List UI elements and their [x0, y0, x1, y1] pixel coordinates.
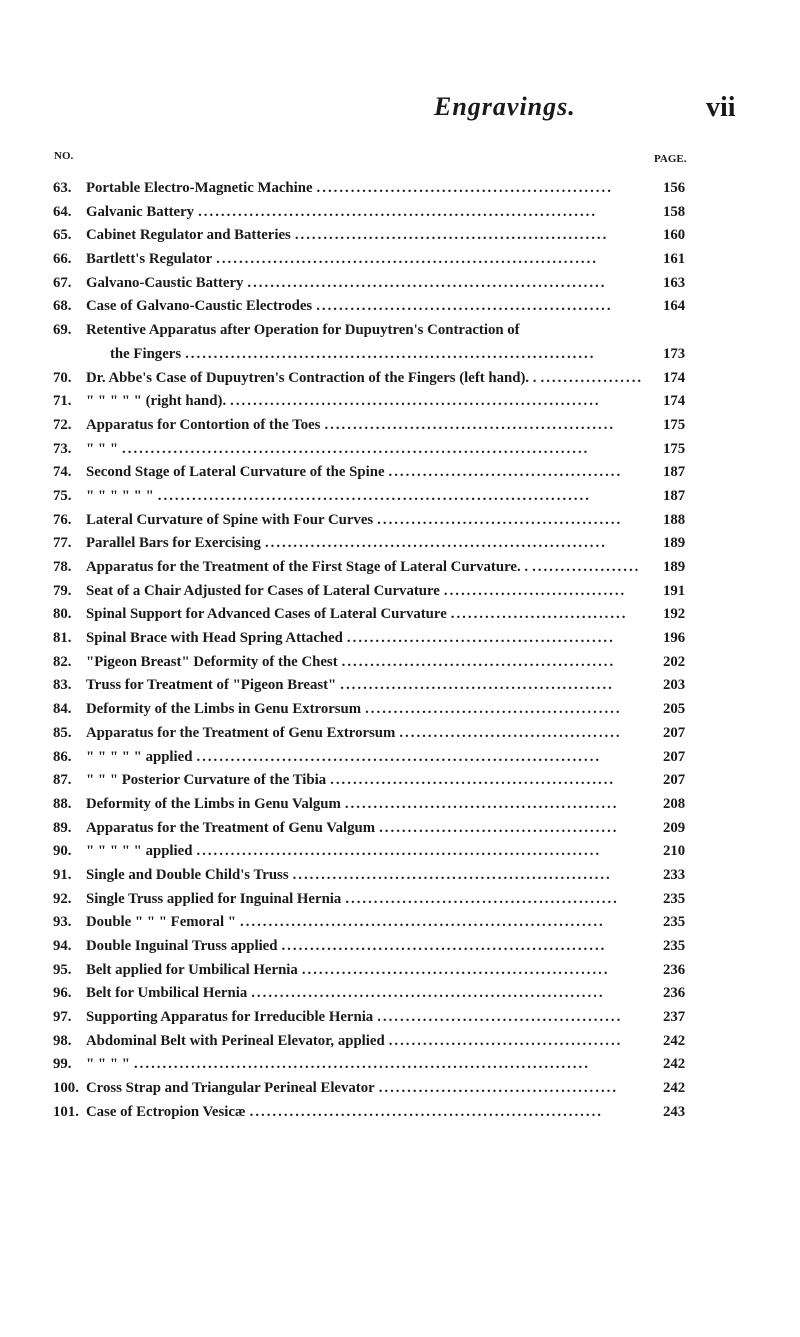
leader-dots: ....................................................: [316, 298, 613, 315]
entry-number: 93.: [53, 914, 72, 931]
column-heading-no: NO.: [54, 150, 74, 162]
entry-page: 207: [663, 748, 686, 765]
list-item: [0, 769, 800, 793]
entry-number: 89.: [53, 819, 72, 836]
entry-page: 236: [663, 985, 686, 1002]
entry-page: 233: [663, 866, 686, 883]
leader-dots: ................................................................................: [133, 1056, 590, 1073]
leader-dots: ...................................................................: [216, 251, 599, 268]
entry-page: 174: [663, 369, 686, 386]
list-item: [0, 935, 800, 959]
leader-dots: ................................................: [341, 653, 616, 670]
entry-title: Single and Double Child's Truss: [86, 866, 289, 883]
list-item: [0, 461, 800, 485]
entry-page: 242: [663, 1056, 686, 1073]
entry-page: 196: [663, 630, 686, 647]
list-item: [0, 982, 800, 1006]
list-item: [0, 438, 800, 462]
entry-number: 63.: [53, 180, 72, 196]
entry-title: Second Stage of Lateral Curvature of the Spine: [86, 464, 385, 481]
leader-dots: ..................................................: [330, 772, 616, 789]
list-item: [0, 272, 800, 296]
list-item: [0, 888, 800, 912]
entry-title: " " " " " applied: [86, 843, 193, 860]
entry-page: 237: [663, 1009, 686, 1026]
list-item: [0, 580, 800, 604]
leader-dots: .................................................................: [230, 393, 601, 410]
entry-title: Cross Strap and Triangular Perineal Elevator: [86, 1080, 375, 1097]
leader-dots: ...............................................................: [247, 274, 607, 291]
entry-title: Deformity of the Limbs in Genu Extrorsum: [86, 701, 362, 718]
entry-page: 242: [663, 1080, 686, 1097]
leader-dots: ................................................: [340, 677, 614, 694]
entry-title: Apparatus for the Treatment of Genu Extrorsum: [86, 724, 396, 741]
entry-page: 189: [663, 559, 686, 576]
entry-title: Galvano-Caustic Battery: [86, 274, 244, 291]
entry-page: 235: [663, 938, 686, 955]
list-item: [0, 911, 800, 935]
entry-page: 156: [663, 180, 686, 196]
entry-number: 78.: [53, 559, 72, 576]
entry-page: 207: [663, 724, 686, 741]
entry-number: 68.: [53, 298, 72, 315]
entry-title: " " " " " ": [86, 487, 154, 504]
leader-dots: ...........................................: [377, 1009, 623, 1026]
entry-page: 236: [663, 961, 686, 978]
entry-title: Parallel Bars for Exercising: [86, 535, 261, 552]
list-item: [0, 840, 800, 864]
entry-title: Cabinet Regulator and Batteries: [86, 227, 291, 244]
entry-number: 98.: [53, 1032, 72, 1049]
entry-title: "Pigeon Breast" Deformity of the Chest: [86, 653, 338, 670]
entry-number: 74.: [53, 464, 72, 481]
entry-page: 210: [663, 843, 686, 860]
entry-number: 77.: [53, 535, 72, 552]
leader-dots: ...........................................: [377, 511, 623, 528]
entry-page: 192: [663, 606, 686, 623]
entry-number: 90.: [53, 843, 72, 860]
leader-dots: ...................: [532, 559, 641, 576]
entry-title: " " " Posterior Curvature of the Tibia: [86, 772, 327, 789]
entry-title: Abdominal Belt with Perineal Elevator, applied: [86, 1032, 385, 1049]
entry-number: 64.: [53, 203, 72, 220]
list-item: [0, 722, 800, 746]
leader-dots: ...................................................: [324, 416, 616, 433]
list-item: [0, 319, 800, 366]
column-headings: [0, 150, 800, 170]
entry-page: 235: [663, 890, 686, 907]
list-item: [0, 390, 800, 414]
entry-number: 81.: [53, 630, 72, 647]
entry-title: Lateral Curvature of Spine with Four Curves: [86, 511, 374, 528]
list-item: [0, 1053, 800, 1077]
entry-number: 96.: [53, 985, 72, 1002]
list-item: [0, 603, 800, 627]
leader-dots: .........................................................: [281, 938, 607, 955]
entry-page: 188: [663, 511, 686, 528]
entry-title: Galvanic Battery: [86, 203, 195, 220]
entry-number: 66.: [53, 251, 72, 268]
list-item: [0, 295, 800, 319]
list-item: [0, 1101, 800, 1125]
list-item: [0, 367, 800, 391]
entry-page: 235: [663, 914, 686, 931]
entry-title: Dr. Abbe's Case of Dupuytren's Contraction of the Fingers (left hand). .: [86, 369, 537, 386]
entry-number: 79.: [53, 582, 72, 599]
entry-number: 65.: [53, 227, 72, 244]
entry-title: Portable Electro-Magnetic Machine: [86, 180, 313, 196]
list-item: [0, 1077, 800, 1101]
entry-title: " " " " " (right hand).: [86, 393, 227, 410]
entry-page: 163: [663, 274, 686, 291]
leader-dots: ................................: [443, 582, 627, 599]
entry-page: 187: [663, 487, 686, 504]
leader-dots: ............................................................: [264, 535, 607, 552]
page-number: vii: [706, 92, 736, 123]
entry-number: 97.: [53, 1009, 72, 1026]
list-item: [0, 817, 800, 841]
leader-dots: ................................................: [345, 890, 619, 907]
leader-dots: ........................................................: [292, 866, 612, 883]
entry-title: " " " " " applied: [86, 748, 193, 765]
leader-dots: ......................................................: [301, 961, 610, 978]
entry-number: 100.: [53, 1080, 79, 1097]
entry-number: 99.: [53, 1056, 72, 1073]
leader-dots: .......................................: [399, 724, 622, 741]
entry-number: 94.: [53, 938, 72, 955]
list-item: [0, 698, 800, 722]
entry-number: 71.: [53, 393, 72, 410]
leader-dots: ................................................: [344, 795, 619, 812]
entry-title: Case of Galvano-Caustic Electrodes: [86, 298, 313, 315]
leader-dots: .............................................: [365, 701, 622, 718]
leader-dots: .........................................: [388, 464, 623, 481]
list-item: [0, 1030, 800, 1054]
entry-page: 191: [663, 582, 686, 599]
entry-page: 207: [663, 772, 686, 789]
entry-title: Apparatus for the Treatment of Genu Valgum: [86, 819, 376, 836]
list-item: [0, 248, 800, 272]
list-item: [0, 532, 800, 556]
entry-page: 243: [663, 1103, 686, 1120]
entry-title: Belt for Umbilical Hernia: [86, 985, 248, 1002]
list-item: [0, 224, 800, 248]
entry-number: 101.: [53, 1103, 79, 1120]
list-item: [0, 793, 800, 817]
list-item: [0, 509, 800, 533]
entry-title: " " ": [86, 440, 119, 457]
leader-dots: ..........................................: [378, 1080, 619, 1097]
entry-number: 84.: [53, 701, 72, 718]
leader-dots: ......................................................................: [198, 203, 598, 220]
entry-title: Double " " " Femoral ": [86, 914, 236, 931]
list-item: [0, 864, 800, 888]
list-item: [0, 627, 800, 651]
entry-number: 80.: [53, 606, 72, 623]
leader-dots: ..................: [540, 369, 644, 386]
leader-dots: ........................................................................: [185, 345, 596, 362]
entry-title: Truss for Treatment of "Pigeon Breast": [86, 677, 337, 694]
entry-number: 72.: [53, 416, 72, 433]
list-item: [0, 556, 800, 580]
list-item: [0, 201, 800, 225]
entry-title: Deformity of the Limbs in Genu Valgum: [86, 795, 341, 812]
leader-dots: .......................................................................: [196, 748, 602, 765]
leader-dots: .........................................: [388, 1032, 623, 1049]
entry-page: 209: [663, 819, 686, 836]
list-item: [0, 746, 800, 770]
leader-dots: ..................................................................................: [122, 440, 590, 457]
list-item: [0, 485, 800, 509]
entry-number: 86.: [53, 748, 72, 765]
entry-title: Spinal Support for Advanced Cases of Lateral Curvature: [86, 606, 447, 623]
entry-title: Spinal Brace with Head Spring Attached: [86, 630, 343, 647]
list-item: [0, 414, 800, 438]
entry-page: 202: [663, 653, 686, 670]
leader-dots: .......................................................................: [196, 843, 602, 860]
entry-number: 82.: [53, 653, 72, 670]
list-item: [0, 651, 800, 675]
entry-page: 175: [663, 416, 686, 433]
entry-number: 67.: [53, 274, 72, 291]
leader-dots: ...............................................: [346, 630, 615, 647]
list-item: [0, 959, 800, 983]
entry-number: 88.: [53, 795, 72, 812]
leader-dots: ...............................: [450, 606, 628, 623]
entry-title: Apparatus for Contortion of the Toes: [86, 416, 321, 433]
entry-title: Single Truss applied for Inguinal Hernia: [86, 890, 342, 907]
entry-number: 75.: [53, 487, 72, 504]
leader-dots: ....................................................: [316, 180, 613, 196]
entry-number: 91.: [53, 866, 72, 883]
entry-title: Seat of a Chair Adjusted for Cases of Lateral Curvature: [86, 582, 440, 599]
entry-title-line-2: the Fingers: [110, 345, 182, 362]
leader-dots: ..........................................: [379, 819, 619, 836]
entry-title: Supporting Apparatus for Irreducible Hernia: [86, 1009, 374, 1026]
engravings-list: [0, 177, 800, 1125]
entry-page: 160: [663, 227, 686, 244]
column-heading-page: PAGE.: [654, 153, 687, 165]
entry-page: 203: [663, 677, 686, 694]
entry-page: 158: [663, 203, 686, 220]
entry-page: 164: [663, 298, 686, 315]
entry-title: " " " ": [86, 1056, 130, 1073]
list-item: [0, 674, 800, 698]
entry-page: 242: [663, 1032, 686, 1049]
list-item: [0, 177, 800, 201]
entry-number: 87.: [53, 772, 72, 789]
entry-number: 85.: [53, 724, 72, 741]
entry-page: 175: [663, 440, 686, 457]
entry-page: 205: [663, 701, 686, 718]
entry-page: 161: [663, 251, 686, 268]
entry-number: 95.: [53, 961, 72, 978]
entry-title-line-1: Retentive Apparatus after Operation for Dupuytren's Contraction of: [86, 322, 520, 339]
entry-number: 70.: [53, 369, 72, 386]
leader-dots: ..............................................................: [251, 985, 605, 1002]
list-item: [0, 1006, 800, 1030]
entry-number: 73.: [53, 440, 72, 457]
entry-title: Case of Ectropion Vesicæ: [86, 1103, 246, 1120]
leader-dots: .......................................................: [294, 227, 609, 244]
entry-page: 174: [663, 393, 686, 410]
entry-number: 92.: [53, 890, 72, 907]
entry-number: 83.: [53, 677, 72, 694]
entry-title: Apparatus for the Treatment of the First Stage of Lateral Curvature. .: [86, 559, 529, 576]
entry-page: 173: [663, 345, 686, 362]
entry-title: Bartlett's Regulator: [86, 251, 213, 268]
entry-page: 187: [663, 464, 686, 481]
entry-number: 76.: [53, 511, 72, 528]
entry-page: 208: [663, 795, 686, 812]
entry-title: Belt applied for Umbilical Hernia: [86, 961, 298, 978]
entry-title: Double Inguinal Truss applied: [86, 938, 278, 955]
running-head: [0, 92, 800, 132]
leader-dots: ..............................................................: [249, 1103, 603, 1120]
entry-page: 189: [663, 535, 686, 552]
leader-dots: ................................................................: [240, 914, 605, 931]
leader-dots: ............................................................................: [157, 487, 591, 504]
running-title: Engravings.: [434, 92, 576, 121]
entry-number: 69.: [53, 322, 72, 339]
